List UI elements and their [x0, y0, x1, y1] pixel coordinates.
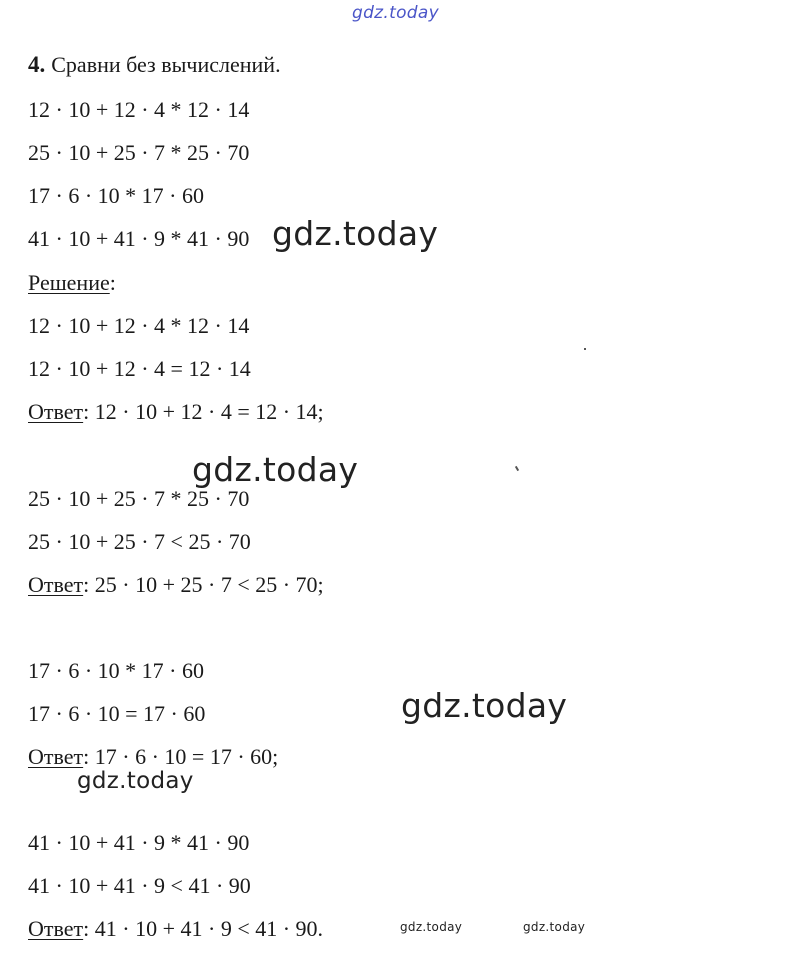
answer-label: Ответ	[28, 399, 84, 424]
task-expression: 25 · 10 + 25 · 7 * 25 · 70	[28, 140, 250, 165]
solution-given: 25 · 10 + 25 · 7 * 25 · 70	[28, 486, 250, 511]
solution-heading-colon: :	[109, 270, 116, 295]
watermark-6: gdz.today	[523, 920, 586, 934]
solution-given: 12 · 10 + 12 · 4 * 12 · 14	[28, 313, 250, 338]
solution-answer	[28, 744, 278, 770]
solution-answer	[28, 572, 324, 598]
task-title-text: Сравни без вычислений.	[51, 52, 281, 77]
solution-answer	[28, 399, 324, 425]
solution-compare: 17 · 6 · 10 = 17 · 60	[28, 701, 206, 726]
task-title	[28, 52, 281, 78]
watermark-2: gdz.today	[192, 450, 359, 489]
answer-text: : 12 · 10 + 12 · 4 = 12 · 14;	[83, 399, 324, 424]
solution-given: 17 · 6 · 10 * 17 · 60	[28, 658, 204, 683]
watermark-1: gdz.today	[272, 214, 439, 253]
solution-heading	[28, 270, 116, 296]
answer-text: : 41 · 10 + 41 · 9 < 41 · 90.	[83, 916, 324, 941]
solution-compare: 25 · 10 + 25 · 7 < 25 · 70	[28, 529, 251, 554]
scan-speck	[584, 348, 586, 350]
task-expression: 17 · 6 · 10 * 17 · 60	[28, 183, 204, 208]
answer-label: Ответ	[28, 572, 84, 597]
answer-text: : 17 · 6 · 10 = 17 · 60;	[83, 744, 279, 769]
task-number: 4.	[28, 52, 46, 77]
answer-label: Ответ	[28, 744, 84, 769]
task-expression: 12 · 10 + 12 · 4 * 12 · 14	[28, 97, 250, 122]
watermark-top: gdz.today	[352, 3, 439, 23]
task-expression: 41 · 10 + 41 · 9 * 41 · 90	[28, 226, 250, 251]
watermark-4: gdz.today	[77, 768, 194, 794]
solution-compare: 12 · 10 + 12 · 4 = 12 · 14	[28, 356, 251, 381]
solution-heading-label: Решение	[28, 270, 110, 295]
solution-compare: 41 · 10 + 41 · 9 < 41 · 90	[28, 873, 251, 898]
answer-label: Ответ	[28, 916, 84, 941]
solution-given: 41 · 10 + 41 · 9 * 41 · 90	[28, 830, 250, 855]
watermark-5: gdz.today	[400, 920, 463, 934]
scan-speck	[515, 466, 519, 471]
answer-text: : 25 · 10 + 25 · 7 < 25 · 70;	[83, 572, 324, 597]
solution-answer	[28, 916, 323, 942]
watermark-3: gdz.today	[401, 686, 568, 725]
